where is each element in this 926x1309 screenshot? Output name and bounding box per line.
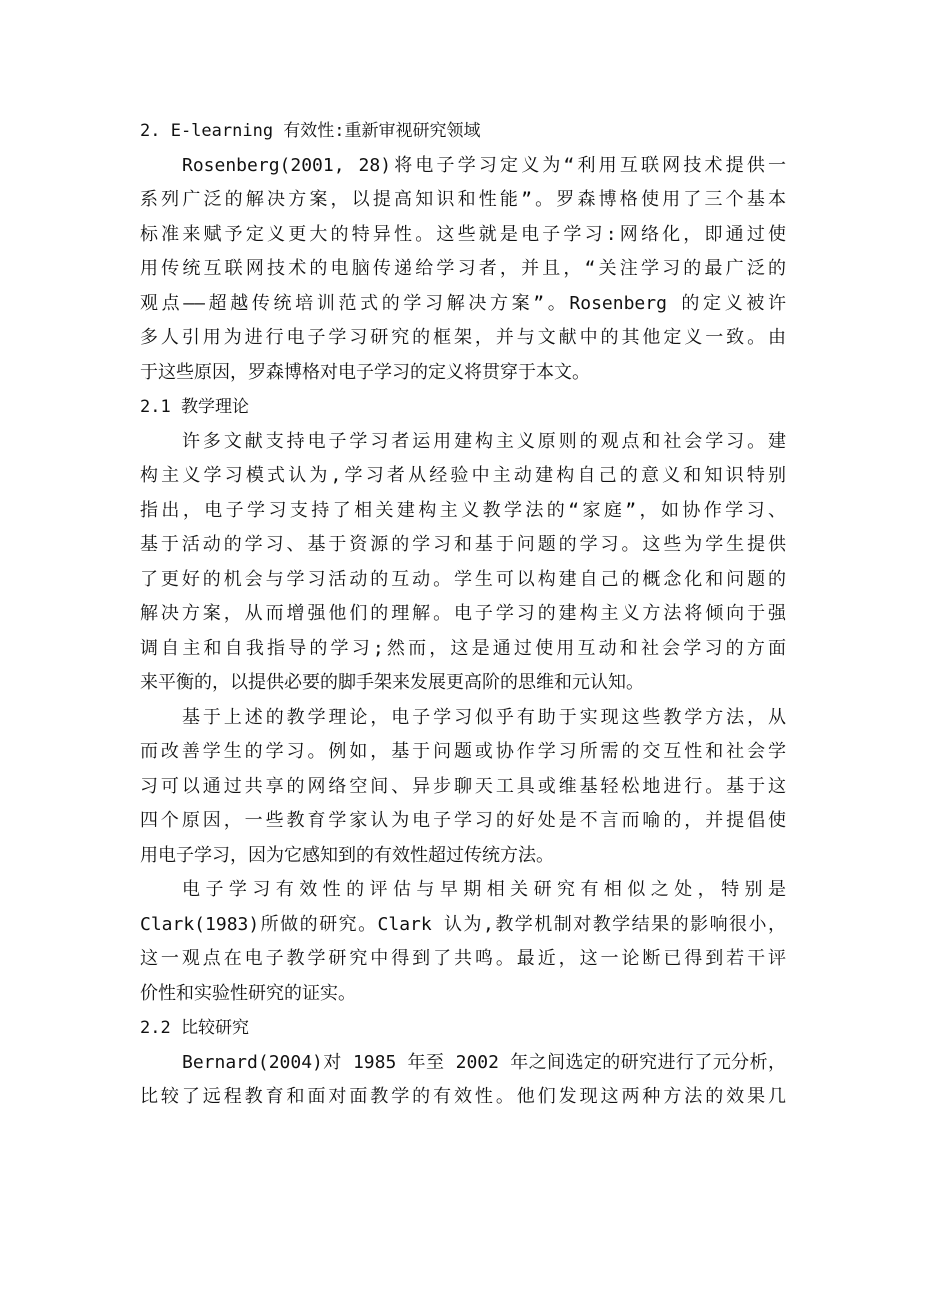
paragraph-line: 电子学习有效性的评估与早期相关研究有相似之处，特别是 xyxy=(182,879,786,900)
paragraph-line: 四个原因，一些教育学家认为电子学习的好处是不言而喻的，并提倡使 xyxy=(140,810,786,831)
paragraph-line: 这一观点在电子教学研究中得到了共鸣。最近，这一论断已得到若干评 xyxy=(140,948,786,969)
section-heading: 2.1 教学理论 xyxy=(140,397,249,417)
paragraph-line: 构主义学习模式认为,学习者从经验中主动建构自己的意义和知识特别 xyxy=(140,465,786,486)
paragraph-line: 用传统互联网技术的电脑传递给学习者，并且，“关注学习的最广泛的 xyxy=(140,258,786,279)
paragraph-line: 调自主和自我指导的学习;然而，这是通过使用互动和社会学习的方面 xyxy=(140,637,786,659)
paragraph-line: 了更好的机会与学习活动的互动。学生可以构建自己的概念化和问题的 xyxy=(140,568,786,590)
section-heading: 2. E-learning 有效性:重新审视研究领域 xyxy=(140,121,481,141)
paragraph-line: 指出，电子学习支持了相关建构主义教学法的“家庭”，如协作学习、 xyxy=(140,499,786,521)
paragraph-line: Rosenberg(2001, 28)将电子学习定义为“利用互联网技术提供一 xyxy=(182,154,786,176)
paragraph-line: 来平衡的，以提供必要的脚手架来发展更高阶的思维和元认知。 xyxy=(140,672,644,693)
paragraph-line: 观点——超越传统培训范式的学习解决方案”。Rosenberg 的定义被许 xyxy=(140,292,786,314)
paragraph-line: 习可以通过共享的网络空间、异步聊天工具或维基轻松地进行。基于这 xyxy=(140,775,786,797)
paragraph-line: 价性和实验性研究的证实。 xyxy=(140,982,356,1004)
paragraph-line: Clark(1983)所做的研究。Clark 认为,教学机制对教学结果的影响很小， xyxy=(140,913,786,935)
paragraph-line: Bernard(2004)对 1985 年至 2002 年之间选定的研究进行了元分析， xyxy=(182,1051,786,1073)
paragraph-line: 解决方案，从而增强他们的理解。电子学习的建构主义方法将倾向于强 xyxy=(140,603,786,624)
paragraph-line: 于这些原因，罗森博格对电子学习的定义将贯穿于本文。 xyxy=(140,361,590,383)
document-body xyxy=(140,114,786,1115)
paragraph-line: 基于上述的教学理论，电子学习似乎有助于实现这些教学方法，从 xyxy=(182,706,786,728)
paragraph-line: 多人引用为进行电子学习研究的框架，并与文献中的其他定义一致。由 xyxy=(140,327,786,348)
section-heading: 2.2 比较研究 xyxy=(140,1018,249,1038)
paragraph-line: 系列广泛的解决方案，以提高知识和性能”。罗森博格使用了三个基本 xyxy=(140,189,786,210)
paragraph-line: 标准来赋予定义更大的特异性。这些就是电子学习:网络化，即通过使 xyxy=(140,223,786,245)
paragraph-line: 基于活动的学习、基于资源的学习和基于问题的学习。这些为学生提供 xyxy=(140,534,786,555)
paragraph-line: 比较了远程教育和面对面教学的有效性。他们发现这两种方法的效果几 xyxy=(140,1086,786,1107)
paragraph-line: 用电子学习，因为它感知到的有效性超过传统方法。 xyxy=(140,844,554,866)
paragraph-line: 许多文献支持电子学习者运用建构主义原则的观点和社会学习。建 xyxy=(182,430,786,452)
paragraph-line: 而改善学生的学习。例如，基于问题或协作学习所需的交互性和社会学 xyxy=(140,741,786,762)
